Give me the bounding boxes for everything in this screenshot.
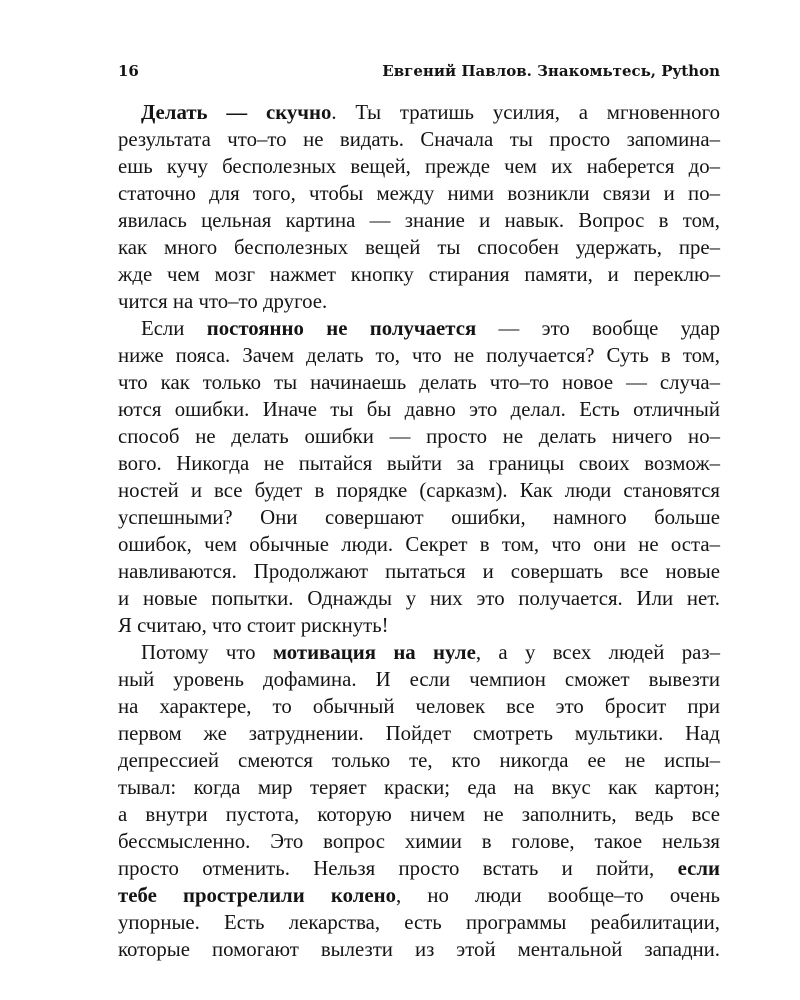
- text-line: и новые попытки. Однажды у них это получается. Или нет.: [118, 587, 720, 610]
- text-line: бессмысленно. Это вопрос химии в голове, такое нельзя: [118, 830, 720, 853]
- text-line: чится на что–то другое.: [118, 290, 328, 313]
- text-line: Если постоянно не получается — это вообще удар: [141, 317, 720, 340]
- text-line: тывал: когда мир теряет краски; еда на вкус как картон;: [118, 776, 720, 799]
- text-line: результата что–то не видать. Сначала ты просто запомина–: [118, 128, 720, 151]
- running-title: Евгений Павлов. Знакомьтесь, Python: [382, 62, 720, 80]
- text-line: жде чем мозг нажмет кнопку стирания памяти, и переклю–: [118, 263, 720, 286]
- text-line: ностей и все будет в порядке (сарказм). Как люди становятся: [118, 479, 720, 502]
- text-line: депрессией смеются только те, кто никогда ее не испы–: [118, 749, 720, 772]
- text-line: успешными? Они совершают ошибки, намного больше: [118, 506, 720, 529]
- text-line: а внутри пустота, которую ничем не заполнить, ведь все: [118, 803, 720, 826]
- text-line: что как только ты начинаешь делать что–то новое — случа–: [118, 371, 720, 394]
- text-line: на характере, то обычный человек все это бросит при: [118, 695, 720, 718]
- text-line: Делать — скучно. Ты тратишь усилия, а мгновенного: [141, 101, 720, 124]
- bold-phrase: тебе прострелили колено: [118, 884, 396, 907]
- text-line: просто отменить. Нельзя просто встать и пойти, если: [118, 857, 720, 880]
- page-header: [118, 62, 720, 86]
- bold-phrase: постоянно не получается: [206, 317, 477, 340]
- page-number: 16: [118, 62, 139, 80]
- text-line: тебе прострелили колено, но люди вообще–то очень: [118, 884, 720, 907]
- text-line: ниже пояса. Зачем делать то, что не получается? Суть в том,: [118, 344, 720, 367]
- text-line: упорные. Есть лекарства, есть программы реабилитации,: [118, 911, 720, 934]
- text-line: ешь кучу бесполезных вещей, прежде чем их наберется до–: [118, 155, 720, 178]
- text-line: ный уровень дофамина. И если чемпион сможет вывезти: [118, 668, 720, 691]
- bold-phrase: если: [677, 857, 720, 880]
- text-line: как много бесполезных вещей ты способен удержать, пре–: [118, 236, 720, 259]
- text-line: явилась цельная картина — знание и навык. Вопрос в том,: [118, 209, 720, 232]
- text-line: статочно для того, чтобы между ними возникли связи и по–: [118, 182, 720, 205]
- text-line: навливаются. Продолжают пытаться и совершать все новые: [118, 560, 720, 583]
- text-line: Потому что мотивация на нуле, а у всех людей раз–: [141, 641, 721, 664]
- text-line: Я считаю, что стоит рискнуть!: [118, 614, 389, 637]
- bold-phrase: мотивация на нуле: [272, 641, 476, 664]
- text-line: которые помогают вылезти из этой ментальной западни.: [118, 938, 720, 961]
- bold-phrase: Делать — скучно: [141, 101, 332, 124]
- text-line: способ не делать ошибки — просто не делать ничего но–: [118, 425, 720, 448]
- text-line: первом же затруднении. Пойдет смотреть мультики. Над: [118, 722, 720, 745]
- text-line: ошибок, чем обычные люди. Секрет в том, что они не оста–: [118, 533, 720, 556]
- text-line: вого. Никогда не пытайся выйти за границы своих возмож–: [118, 452, 720, 475]
- text-line: ются ошибки. Иначе ты бы давно это делал. Есть отличный: [118, 398, 720, 421]
